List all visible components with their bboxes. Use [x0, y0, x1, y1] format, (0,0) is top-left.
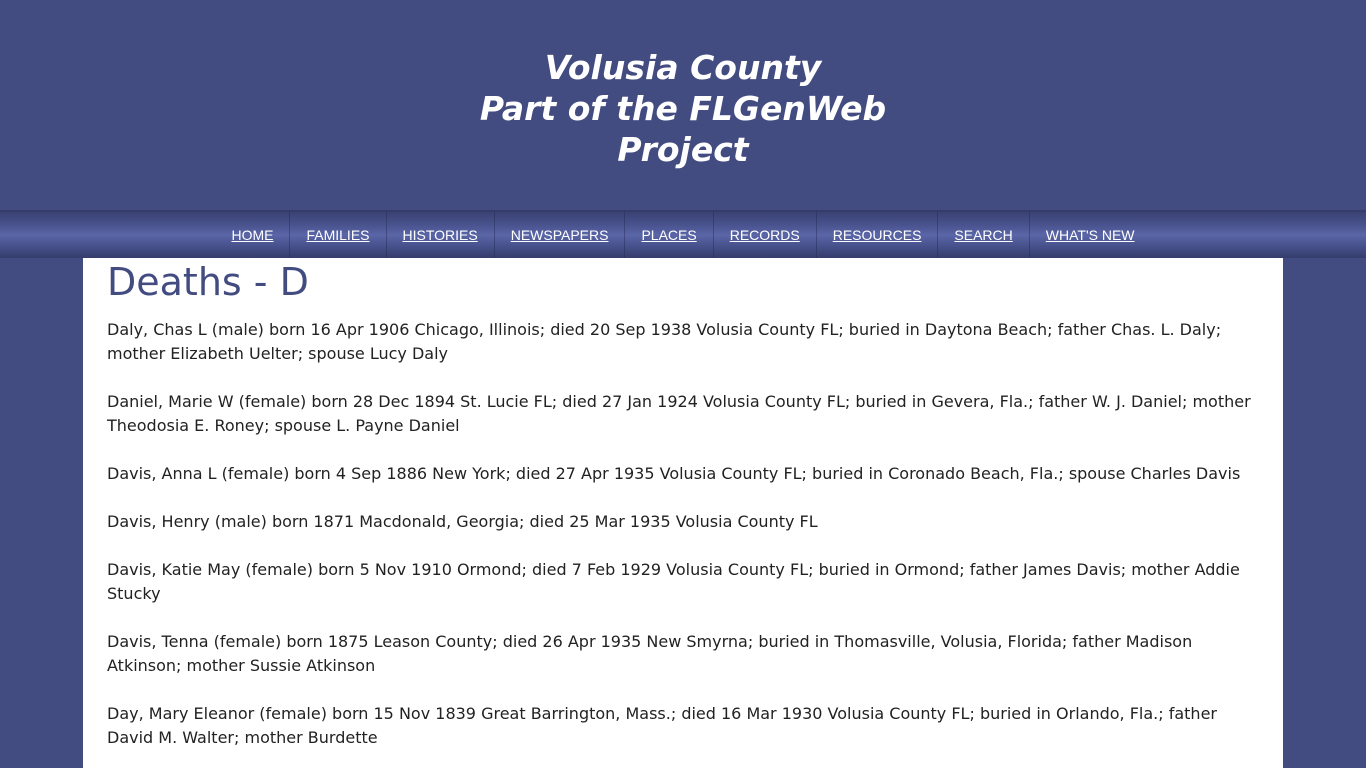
- nav-search[interactable]: SEARCH: [938, 211, 1029, 259]
- site-title: [0, 0, 1366, 170]
- nav-resources[interactable]: RESOURCES: [817, 211, 939, 259]
- main-content: [83, 258, 1283, 768]
- nav-whats-new[interactable]: WHAT'S NEW: [1045, 227, 1135, 243]
- nav-places[interactable]: PLACES: [625, 211, 713, 259]
- page-title: Deaths - D: [107, 260, 309, 304]
- main-nav: [0, 210, 1366, 258]
- site-title-line2: Part of the FLGenWeb: [479, 89, 887, 128]
- death-entry: Daly, Chas L (male) born 16 Apr 1906 Chicago, Illinois; died 20 Sep 1938 Volusia County FL; buried in Daytona Beach; father Chas. L. Daly; mother Elizabeth Uelter; spouse Lucy Daly: [107, 320, 1222, 363]
- site-header: [0, 0, 1366, 210]
- death-entry: Davis, Tenna (female) born 1875 Leason County; died 26 Apr 1935 New Smyrna; buried in Thomasville, Volusia, Florida; father Madison Atkinson; mother Sussie Atkinson: [107, 632, 1193, 675]
- site-title-line1: Volusia County: [544, 48, 822, 87]
- nav-newspapers[interactable]: NEWSPAPERS: [495, 211, 626, 259]
- death-entry: Davis, Anna L (female) born 4 Sep 1886 New York; died 27 Apr 1935 Volusia County FL; buried in Coronado Beach, Fla.; spouse Charles Davis: [107, 464, 1241, 483]
- nav-histories[interactable]: HISTORIES: [387, 211, 495, 259]
- nav-home[interactable]: HOME: [215, 211, 290, 259]
- site-title-line3: Project: [617, 130, 749, 169]
- death-entry: Davis, Katie May (female) born 5 Nov 1910 Ormond; died 7 Feb 1929 Volusia County FL; buried in Ormond; father James Davis; mother Addie Stucky: [107, 560, 1240, 603]
- nav-families[interactable]: FAMILIES: [290, 211, 386, 259]
- death-entry: Davis, Henry (male) born 1871 Macdonald, Georgia; died 25 Mar 1935 Volusia County FL: [107, 512, 818, 531]
- nav-records[interactable]: RECORDS: [714, 211, 817, 259]
- death-entry: Daniel, Marie W (female) born 28 Dec 1894 St. Lucie FL; died 27 Jan 1924 Volusia County FL; buried in Gevera, Fla.; father W. J. Daniel; mother Theodosia E. Roney; spouse L. Payne Daniel: [107, 392, 1251, 435]
- death-entry: Day, Mary Eleanor (female) born 15 Nov 1839 Great Barrington, Mass.; died 16 Mar 1930 Volusia County FL; buried in Orlando, Fla.; father David M. Walter; mother Burdette: [107, 704, 1217, 747]
